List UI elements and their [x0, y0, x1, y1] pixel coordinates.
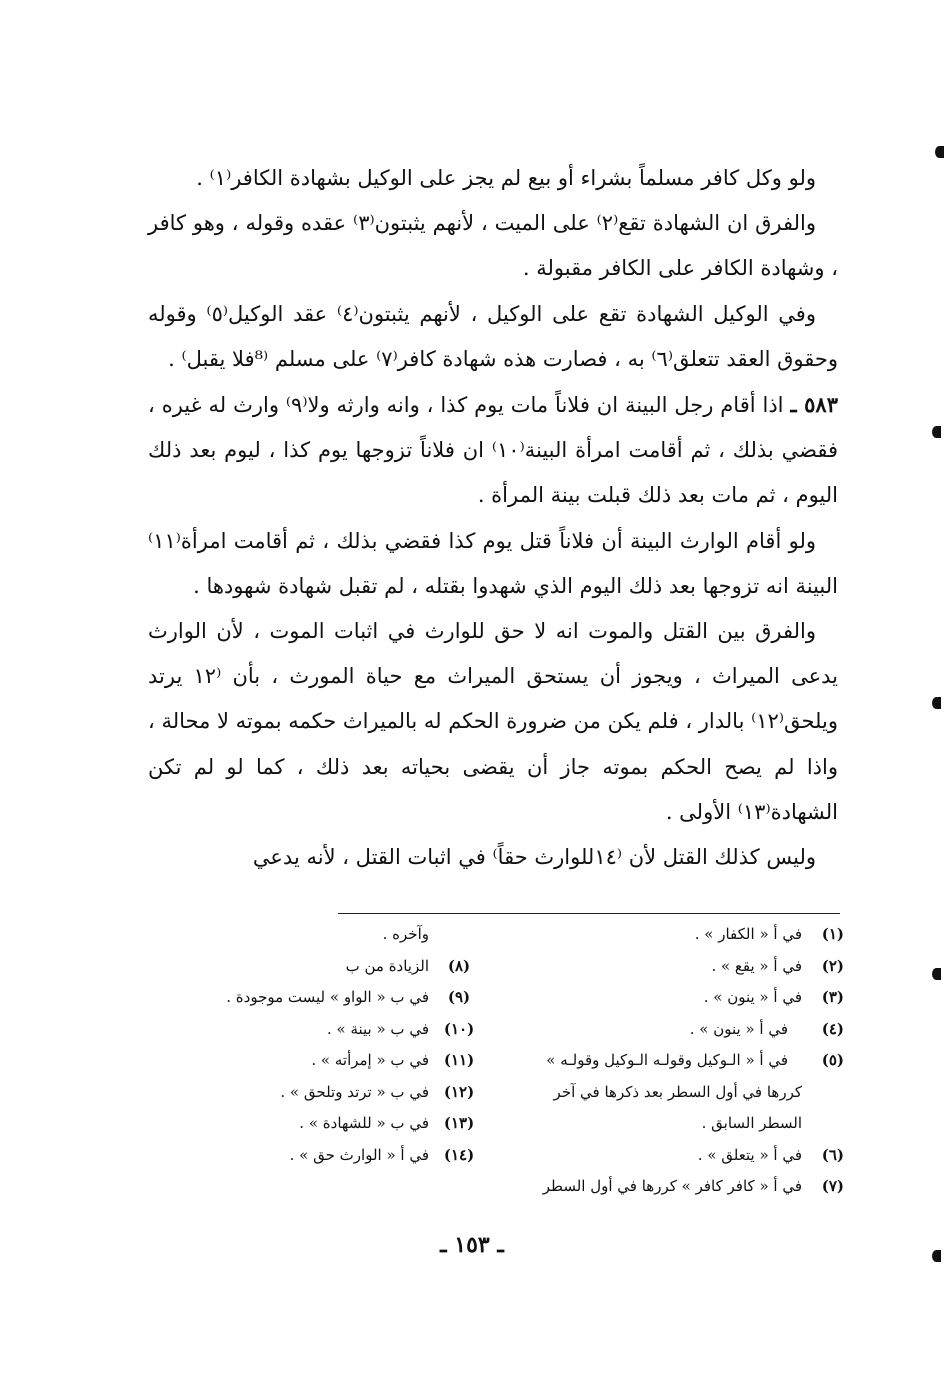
footnote-text: في أ « يتعلق » .: [697, 1145, 802, 1164]
footnote-text: في أ « الـوكيل وقولـه الـوكيل وقولـه »: [546, 1051, 788, 1069]
footnote-continuation: السطر السابق .: [701, 1114, 802, 1132]
scan-edge-mark: [932, 697, 941, 709]
paragraph: وفي الوكيل الشهادة تقع على الوكيل ، لأنهم يثبتون⁽٤⁾ عقد الوكيل⁽٥⁾ وقوله وحقوق العقد تتعلق⁽٦⁾ به ، فصارت هذه شهادة كافر⁽٧⁾ على مسلم ⁽⁸فلا يقبل⁾ .: [148, 301, 838, 371]
footnote-number: (١٠): [443, 1019, 475, 1038]
footnote: [514, 951, 844, 983]
footnote-text: في أ « ينون » .: [703, 988, 802, 1006]
footnote-number: (٧): [821, 1177, 844, 1195]
footnote-text: في ب « ترتد وتلحق » .: [280, 1082, 429, 1101]
numbered-paragraph-text: اذا أقام رجل البينة ان فلاناً مات يوم كذا ، وانه وارثه ولا⁽٩⁾ وارث له غيره ، فقضي بذلك ، ثم أقامت امرأة البينة⁽١٠⁾ ان فلاناً تزوجها يوم كذا ، ليوم بعد ذلك اليوم ، ثم مات بعد ذلك قبلت بينة المرأة .: [148, 393, 838, 508]
page-number: ـ ١٥٣ ـ: [440, 1232, 504, 1258]
footnote-text: وآخره .: [382, 925, 429, 943]
paragraph: وليس كذلك القتل لأن ⁽١٤للوارث حقاً⁾ في اثبات القتل ، لأنه يدعي: [252, 845, 816, 870]
footnote: [189, 1108, 489, 1140]
footnote-number: (٢): [821, 956, 844, 975]
scan-edge-mark: [932, 968, 941, 980]
footnote-number: (٤): [821, 1019, 844, 1038]
footnote-divider: [338, 913, 840, 914]
paragraph: والفرق بين القتل والموت انه لا حق للوارث في اثبات الموت ، لأن الوارث يدعى الميراث ، ويجوز أن يستحق الميراث مع حياة المورث ، بأن ⁽١٢ يرتد ويلحق⁽١٢⁾ بالدار ، فلم يكن من ضرورة الحكم له بالميراث حكمه بموته لا محالة ، واذا لم يصح الحكم بموته جاز أن يقضى بحياته بعد ذلك ، كما لو لم تكن الشهادة⁽١٣⁾ الأولى .: [148, 619, 838, 824]
footnote-text: في أ « الكفار » .: [694, 925, 802, 943]
footnote: [514, 919, 844, 951]
footnote-continuation: كررها في أول السطر بعد ذكرها في آخر: [553, 1082, 802, 1101]
footnote: [189, 982, 489, 1014]
footnote: [514, 982, 844, 1014]
footnotes-left-column: [189, 919, 489, 1171]
scan-edge-mark: [932, 426, 941, 438]
footnote: [514, 1014, 844, 1046]
footnote-text: في ب « إمرأته » .: [311, 1051, 429, 1069]
footnote-text: في أ « الوارث حق » .: [289, 1145, 429, 1164]
footnote-number: (١٣): [443, 1114, 475, 1132]
footnote: [189, 1045, 489, 1077]
footnote-text: في ب « الواو » ليست موجودة .: [226, 988, 429, 1006]
footnote-text: في أ « يقع » .: [711, 956, 802, 975]
footnote-number: (٨): [447, 956, 471, 975]
footnote: [189, 1014, 489, 1046]
footnote-text: في ب « للشهادة » .: [299, 1114, 429, 1132]
footnote-number: (١): [821, 925, 844, 943]
scan-edge-mark: [935, 146, 944, 158]
footnote-text: الزيادة من ب: [345, 956, 429, 975]
paragraph: والفرق ان الشهادة تقع⁽٢⁾ على الميت ، لأنهم يثبتون⁽٣⁾ عقده وقوله ، وهو كافر ، وشهادة الكافر على الكافر مقبولة .: [148, 211, 838, 281]
footnote: [514, 1045, 844, 1077]
footnote-number: (٣): [821, 988, 844, 1006]
numbered-paragraph: [148, 382, 838, 519]
section-number: ٥٨٣ ـ: [790, 392, 838, 418]
paragraph: ولو أقام الوارث البينة أن فلاناً قتل يوم كذا فقضي بذلك ، ثم أقامت امرأة⁽١١⁾ البينة انه تزوجها بعد ذلك اليوم الذي شهدوا بقتله ، لم تقبل شهادة شهودها .: [148, 528, 838, 598]
footnote-number: (١٤): [443, 1145, 475, 1164]
footnote-number: (١٢): [443, 1082, 475, 1101]
footnote-number: (٦): [821, 1145, 844, 1164]
footnote: [189, 1077, 489, 1109]
footnote-number: (١١): [443, 1051, 475, 1069]
footnote: [189, 1140, 489, 1172]
footnote-text: في ب « بينة » .: [326, 1019, 429, 1038]
footnote-text: في أ « ينون » .: [689, 1019, 788, 1038]
footnote: [514, 1140, 844, 1172]
footnote-text: في أ « كافر كافر » كررها في أول السطر: [542, 1177, 802, 1195]
footnote: [189, 951, 489, 983]
footnote: [189, 919, 489, 951]
footnote-number: (٥): [821, 1051, 844, 1069]
footnotes-right-column: [514, 919, 844, 1203]
scan-edge-mark: [932, 1250, 941, 1262]
footnote-number: (٩): [447, 988, 471, 1006]
main-text: [148, 156, 838, 880]
footnote-number: [429, 919, 489, 951]
paragraph: ولو وكل كافر مسلماً بشراء أو بيع لم يجز على الوكيل بشهادة الكافر⁽١⁾ .: [196, 166, 816, 190]
footnote: [514, 1171, 844, 1203]
